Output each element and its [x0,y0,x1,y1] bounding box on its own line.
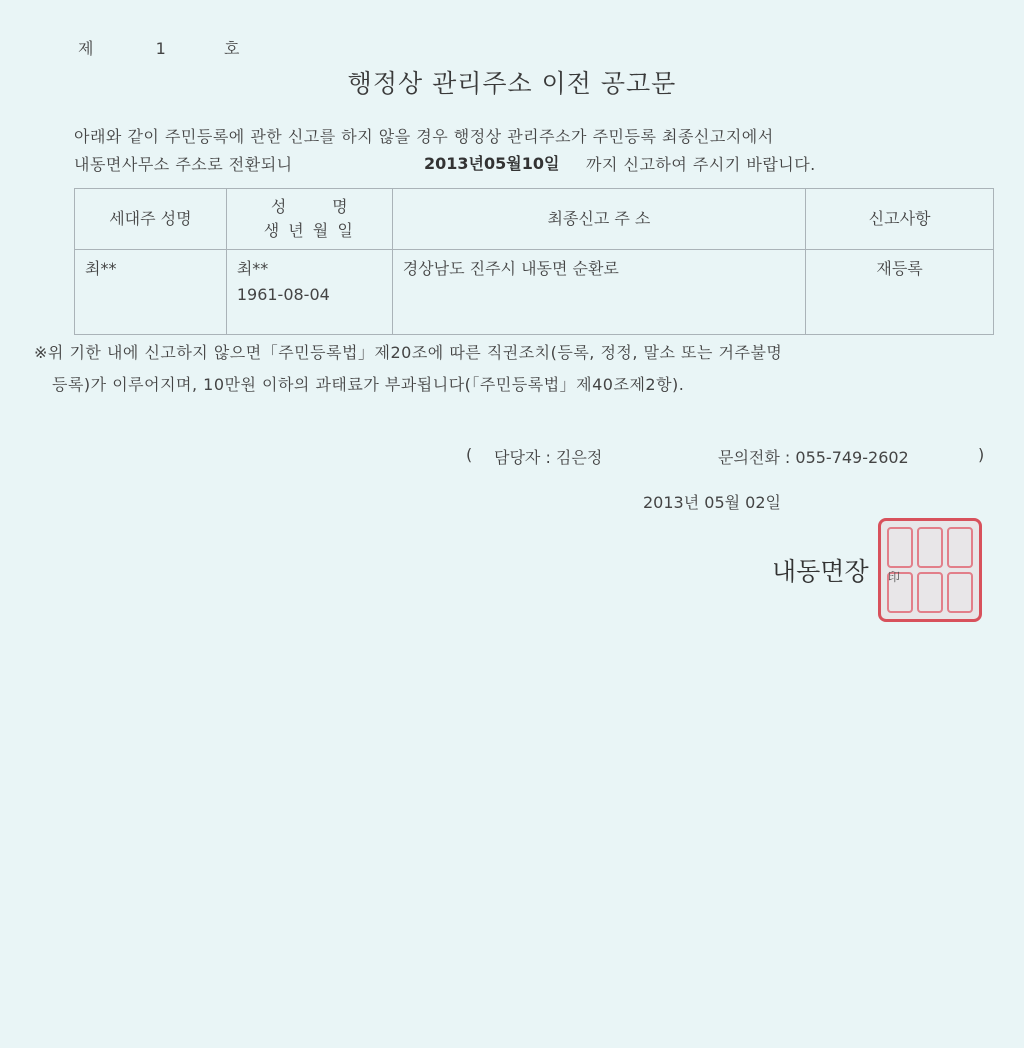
page-title: 행정상 관리주소 이전 공고문 [347,69,677,98]
table-header-row [75,189,994,250]
cell-household-head: 최** [75,250,227,335]
contact-person: 담당자 : 김은정 [494,448,603,467]
doc-number-suffix: 호 [224,39,240,58]
notice-table [74,188,994,335]
cell-name-birth [226,250,392,335]
intro-tail: 까지 신고하여 주시기 바랍니다. [586,155,816,174]
intro-line-2: 내동면사무소 주소로 전환되니 [74,155,293,174]
contact-paren-close: ) [978,445,985,464]
header-birth: 생 년 월 일 [263,221,355,240]
header-report-item: 신고사항 [806,189,994,250]
contact-phone: 문의전화 : 055-749-2602 [718,448,909,467]
deadline-date: 2013년05월10일 [424,154,560,173]
seal-mark: 印 [888,570,901,584]
warning-line-2: 등록)가 이루어지며, 10만원 이하의 과태료가 부과됩니다(「주민등록법」제40조제2항). [52,375,685,394]
cell-report: 재등록 [806,250,994,335]
header-household-head: 세대주 성명 [75,189,227,250]
document-number [78,36,240,59]
table-row [75,250,994,335]
header-final-address: 최종신고 주 소 [392,189,805,250]
cell-birth: 1961-08-04 [236,285,330,304]
issue-date: 2013년 05월 02일 [643,493,781,512]
cell-address: 경상남도 진주시 내동면 순환로 [392,250,805,335]
contact-paren-open: ( [466,445,473,464]
warning-line-1: ※위 기한 내에 신고하지 않으면「주민등록법」제20조에 따른 직권조치(등록, 정정, 말소 또는 거주불명 [34,343,783,362]
doc-number-prefix: 제 [78,39,94,58]
intro-line-1: 아래와 같이 주민등록에 관한 신고를 하지 않을 경우 행정상 관리주소가 주민등록 최종신고지에서 [74,127,774,146]
header-name-birth [226,189,392,250]
signer-name: 내동면장 [772,557,869,586]
cell-name: 최** [236,259,269,278]
doc-number-value: 1 [155,39,166,58]
header-name: 성 명 [270,197,348,216]
